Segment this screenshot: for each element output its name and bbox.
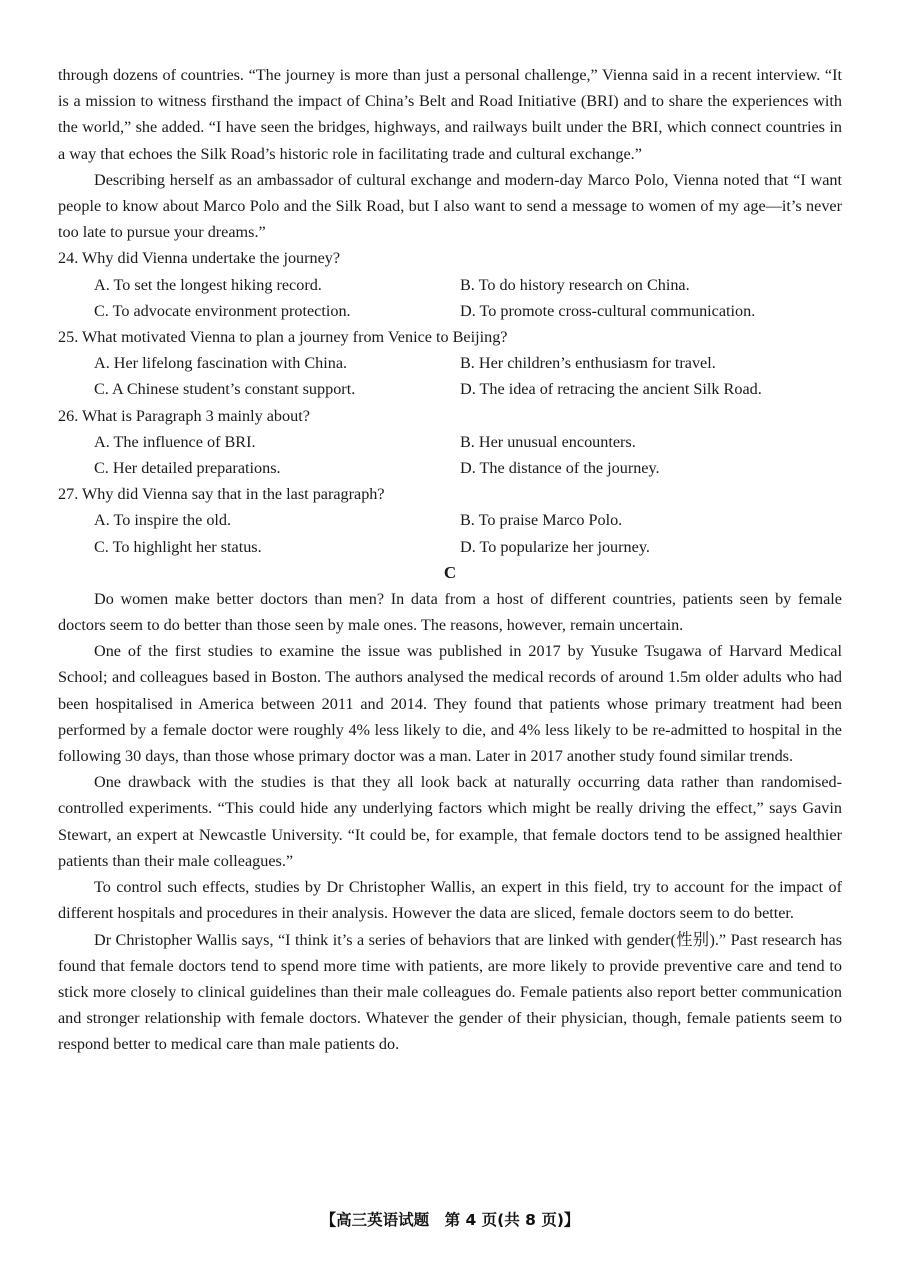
options [58,350,842,402]
question-24 [58,245,842,324]
question-stem: 27. Why did Vienna say that in the last paragraph? [58,485,385,504]
exam-page [58,62,842,1058]
page-footer: 【高三英语试题 第 4 页(共 8 页)】 [320,1211,580,1229]
option-c: C. Her detailed preparations. [94,459,281,478]
options [58,429,842,481]
section-heading: C [443,562,457,582]
option-c: C. To advocate environment protection. [94,301,351,320]
question-27 [58,481,842,560]
option-b: B. Her unusual encounters. [460,432,636,451]
question-stem: 24. Why did Vienna undertake the journey? [58,249,341,268]
paragraph: Do women make better doctors than men? In data from a host of different countries, patients seen by female doctors seem to do better than those seen by male ones. The reasons, however, remain uncertain. [58,589,842,635]
paragraph: One of the first studies to examine the issue was published in 2017 by Yusuke Tsugawa of Harvard Medical School; and colleagues based in Boston. The authors analysed the medical records of around 1.5m older adults who had been hospitalised in America between 2011 and 2014. They found that patients whose primary treatment had been performed by a female doctor were roughly 4% less likely to die, and 4% less likely to be re-admitted to hospital in the following 30 days, than those whose primary doctor was a man. Later in 2017 another study found similar trends. [58,642,842,766]
passage-c [58,560,842,1058]
option-a: A. Her lifelong fascination with China. [94,354,348,373]
option-c: C. To highlight her status. [94,537,262,556]
options [58,272,842,324]
question-26 [58,403,842,482]
option-a: A. To inspire the old. [94,511,232,530]
option-b: B. To do history research on China. [460,275,690,294]
paragraph: To control such effects, studies by Dr Christopher Wallis, an expert in this field, try to account for the impact of different hospitals and procedures in their analysis. However the data are sliced, female doctors seem to do better. [58,878,842,923]
question-stem: 25. What motivated Vienna to plan a journey from Venice to Beijing? [58,328,508,347]
option-a: A. To set the longest hiking record. [94,275,322,294]
option-d: D. To popularize her journey. [460,537,650,556]
option-a: A. The influence of BRI. [94,432,256,451]
paragraph: One drawback with the studies is that they all look back at naturally occurring data rather than randomised-controlled experiments. “This could hide any underlying factors which might be really driving the effect,” says Gavin Stewart, an expert at Newcastle University. “It could be, for example, that female doctors tend to be assigned healthier patients than their male colleagues.” [58,773,842,870]
paragraph: Dr Christopher Wallis says, “I think it’s a series of behaviors that are linked with gender(性别).” Past research has found that female doctors tend to spend more time with patients, are more likely to provide preventive care and tend to stick more closely to clinical guidelines than their male colleagues do. Female patients also report better communication and stronger relationship with female doctors. Whatever the gender of their physician, though, female patients seem to respond better to medical care than male patients do. [58,930,842,1054]
option-d: D. To promote cross-cultural communication. [460,301,756,320]
paragraph: through dozens of countries. “The journey is more than just a personal challenge,” Vienna said in a recent interview. “It is a mission to witness firsthand the impact of China’s Belt and Road Initiative (BRI) and to share the experiences with the world,” she added. “I have seen the bridges, highways, and railways built under the BRI, which connect countries in a way that echoes the Silk Road’s historic role in facilitating trade and cultural exchange.” [58,66,842,163]
options [58,507,842,559]
question-25 [58,324,842,403]
option-b: B. To praise Marco Polo. [460,511,623,530]
question-stem: 26. What is Paragraph 3 mainly about? [58,406,310,425]
option-d: D. The distance of the journey. [460,459,660,478]
option-c: C. A Chinese student’s constant support. [94,380,356,399]
option-b: B. Her children’s enthusiasm for travel. [460,354,716,373]
paragraph: Describing herself as an ambassador of cultural exchange and modern-day Marco Polo, Vienna noted that “I want people to know about Marco Polo and the Silk Road, but I also want to send a message to women of my age—it’s never too late to pursue your dreams.” [58,170,842,242]
passage-b-continued [58,62,842,245]
option-d: D. The idea of retracing the ancient Silk Road. [460,380,762,399]
